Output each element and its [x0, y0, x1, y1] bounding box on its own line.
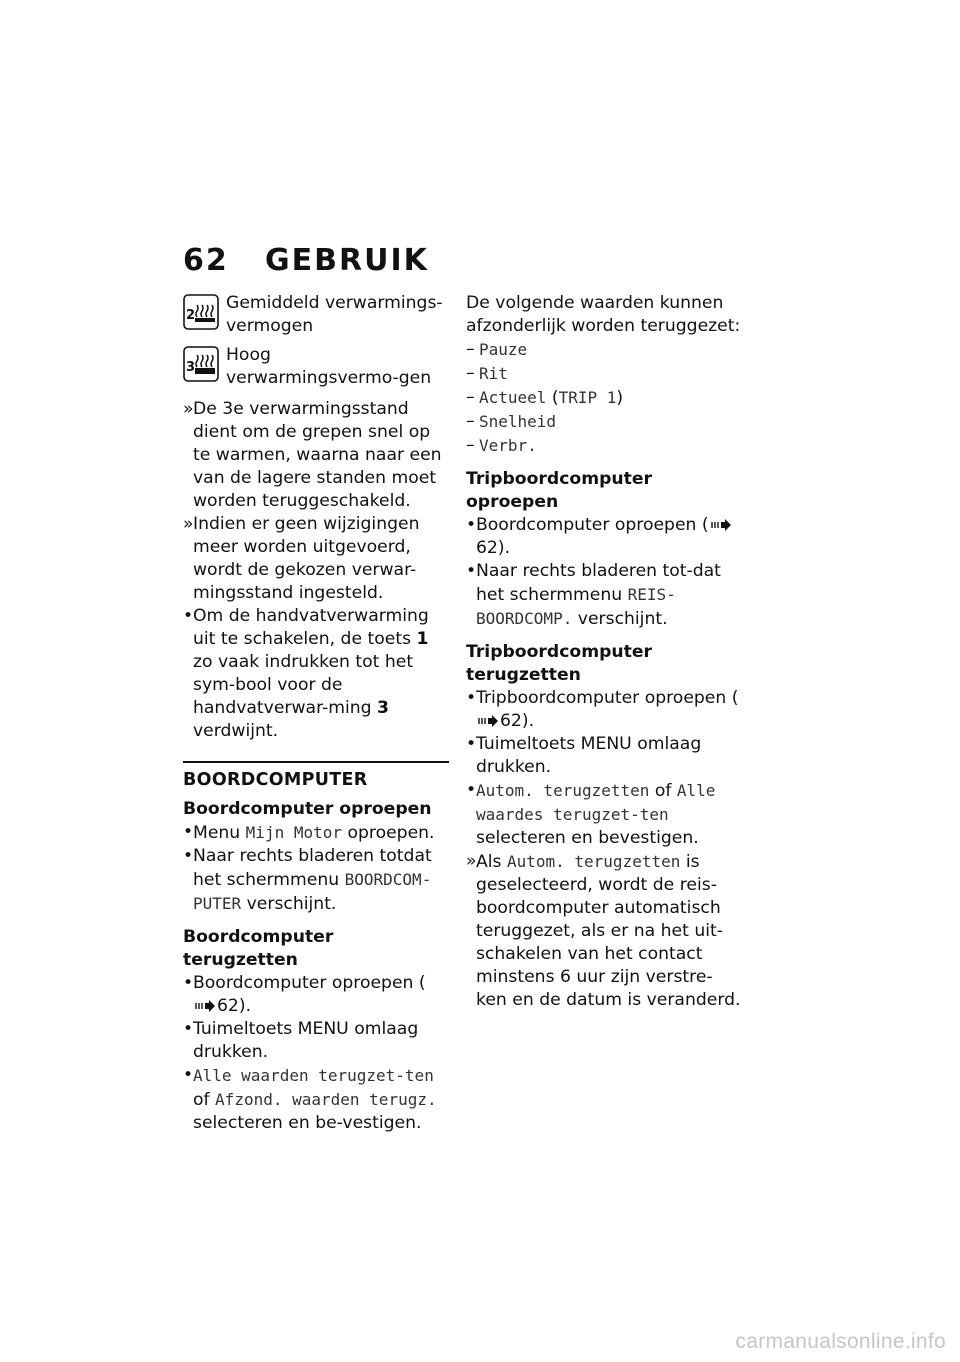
step-item: • Tripboordcomputer oproepen (62). [466, 688, 739, 731]
icon-level-digit: 3 [186, 360, 196, 375]
step-item: • Menu Mijn Motor oproepen. [183, 822, 435, 843]
icon-description: Hoog verwarmingsvermo-gen [226, 345, 432, 388]
value-item: – Actueel (TRIP 1) [466, 387, 624, 408]
step-item: • Om de handvatverwarming uit te schakelen, de toets 1 zo vaak indrukken tot het sym-bool voor de handvatverwar-ming 3 verdwijnt. [183, 606, 429, 741]
subheading: Tripboordcomputer oproepen [466, 469, 652, 512]
subheading: Boordcomputer oproepen [183, 799, 432, 819]
value-item: – Snelheid [466, 411, 557, 431]
icon-row-level-3 [183, 344, 449, 390]
left-column [183, 292, 449, 1135]
page-header [183, 243, 429, 278]
page-reference-arrow-icon [478, 715, 498, 727]
menu-option: Autom. terugzetten [506, 852, 681, 871]
page-number: 62 [183, 243, 229, 278]
step-item: • Alle waarden terugzet-ten of Afzond. waarden terugz. selecteren en be-vestigen. [183, 1065, 437, 1133]
watermark: carmanualsonline.info [735, 1330, 946, 1353]
menu-name: Mijn Motor [245, 823, 342, 842]
menu-option: Afzond. waarden terugz. [215, 1090, 437, 1109]
menu-option: Alle waarden terugzet-ten [193, 1066, 434, 1085]
intro-text: De volgende waarden kunnen afzonderlijk worden teruggezet: [466, 293, 741, 336]
heated-grip-level-3-icon [183, 346, 219, 382]
result-item: » Als Autom. terugzetten is geselecteerd, wordt de reis-boordcomputer automatisch teruggezet, als er na het uit-schakelen van het contact minstens 6 uur zijn verstre-ken en de datum is veranderd. [466, 851, 741, 1010]
value-item: – Pauze [466, 339, 528, 359]
menu-name: BOORDCOM-PUTER [193, 870, 432, 913]
value-item: – Verbr. [466, 435, 537, 455]
section-divider [183, 761, 449, 763]
right-column [466, 292, 742, 1012]
subheading: Tripboordcomputer terugzetten [466, 642, 652, 685]
key-number: 3 [377, 698, 390, 718]
icon-level-digit: 2 [186, 308, 196, 323]
step-item: • Autom. terugzetten of Alle waardes terugzet-ten selecteren en bevestigen. [466, 780, 716, 848]
icon-description: Gemiddeld verwarmings-vermogen [226, 293, 443, 336]
step-item: • Boordcomputer oproepen (62). [183, 973, 426, 1016]
page-reference-arrow-icon [195, 1000, 215, 1012]
result-item: » Indien er geen wijzigingen meer worden uitgevoerd, wordt de gekozen verwar-mingsstand ingesteld. [183, 514, 420, 603]
section-title: BOORDCOMPUTER [183, 770, 368, 790]
result-item: » De 3e verwarmingsstand dient om de grepen snel op te warmen, waarna naar een van de lagere standen moet worden teruggeschakeld. [183, 399, 442, 511]
icon-row-level-2 [183, 292, 449, 338]
value-item: – Rit [466, 363, 508, 383]
chapter-title: GEBRUIK [265, 243, 429, 278]
step-item: • Naar rechts bladeren totdat het schermmenu BOORDCOM-PUTER verschijnt. [183, 846, 432, 914]
step-item: • Naar rechts bladeren tot-dat het schermmenu REIS-BOORDCOMP. verschijnt. [466, 561, 721, 629]
step-item: • Boordcomputer oproepen (62). [466, 514, 742, 560]
menu-name: REIS-BOORDCOMP. [476, 585, 676, 628]
heated-grip-level-2-icon [183, 294, 219, 330]
subheading: Boordcomputer terugzetten [183, 927, 334, 970]
page-reference-arrow-icon [711, 519, 731, 531]
key-number: 1 [416, 629, 429, 649]
menu-option: Alle waardes terugzet-ten [476, 781, 716, 824]
step-item: • Tuimeltoets MENU omlaag drukken. [466, 734, 702, 777]
step-item: • Tuimeltoets MENU omlaag drukken. [183, 1019, 419, 1062]
menu-option: Autom. terugzetten [476, 781, 650, 800]
